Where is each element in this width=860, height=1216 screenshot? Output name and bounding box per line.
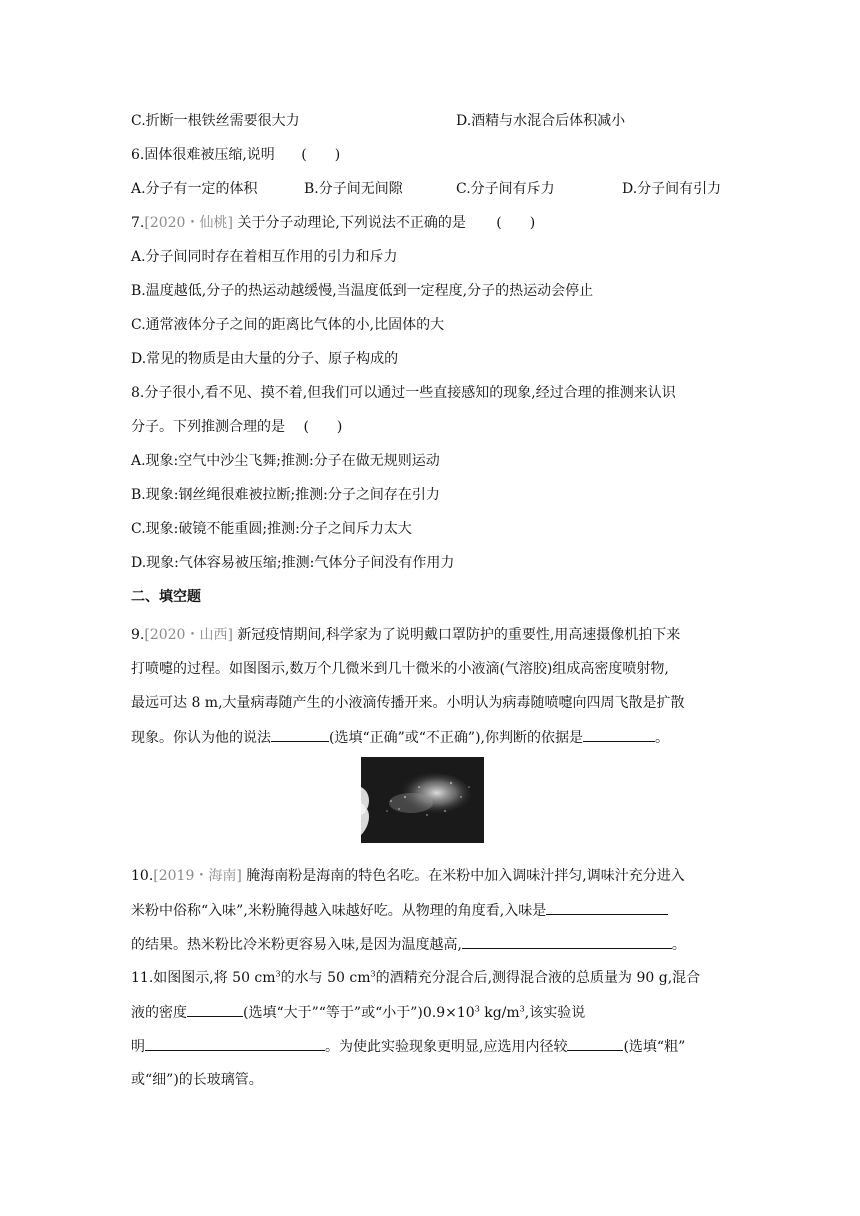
q10-blank-2[interactable]: [462, 934, 672, 949]
q11-line4: 或“细”)的长玻璃管。: [131, 1072, 263, 1088]
q5-option-d: D.酒精与水混合后体积减小: [456, 113, 626, 129]
q7-answer-paren: ( ): [496, 215, 536, 231]
q5-option-c: C.折断一根铁丝需要很大力: [131, 113, 300, 129]
q6-stem-text: 6.固体很难被压缩,说明: [131, 147, 275, 163]
q6-option-a: A.分子有一定的体积: [131, 181, 258, 197]
q7-source: [2020・仙桃]: [144, 215, 233, 231]
q8-answer-paren: ( ): [303, 419, 343, 435]
q9-line1: [131, 625, 680, 645]
q8-option-d: D.现象:气体容易被压缩;推测:气体分子间没有作用力: [131, 555, 455, 571]
q10-text-3a: 的结果。热米粉比冷米粉更容易入味,是因为温度越高,: [131, 937, 462, 953]
q10-number: 10.: [131, 868, 154, 884]
q9-text-4c: 。: [655, 730, 670, 746]
q11-exponent-4: 3: [519, 1004, 525, 1014]
q9-text-1: 新冠疫情期间,科学家为了说明戴口罩防护的重要性,用高速摄像机拍下来: [237, 627, 681, 643]
q10-line3: [131, 934, 686, 955]
q8-stem-text: 分子。下列推测合理的是: [131, 419, 285, 435]
q11-line1: [131, 968, 700, 988]
q10-line2: [131, 900, 668, 921]
q11-text-2c: kg/m: [479, 1005, 520, 1021]
q9-line2: 打喷嚏的过程。如图图示,数万个几微米到几十微米的小液滴(气溶胶)组成高密度喷射物,: [131, 661, 669, 677]
q11-text-2d: ,该实验说: [524, 1005, 586, 1021]
q11-blank-2[interactable]: [145, 1036, 325, 1051]
q11-text-2a: 液的密度: [131, 1005, 187, 1021]
q8-stem-line2: [131, 417, 342, 437]
q11-text-2b: (选填“大于”“等于”或“小于”)0.9×10: [243, 1005, 475, 1021]
q10-text-1: 腌海南粉是海南的特色名吃。在米粉中加入调味汁拌匀,调味汁充分进入: [246, 868, 685, 884]
q9-line4: [131, 727, 669, 748]
section-heading-fill-in: 二、填空题: [131, 589, 201, 605]
q6-stem: [131, 145, 340, 165]
q7-number: 7.: [131, 215, 145, 231]
q6-option-c: C.分子间有斥力: [456, 181, 555, 197]
q10-source: [2019・海南]: [153, 868, 242, 884]
q9-blank-1[interactable]: [271, 727, 329, 742]
q7-option-c: C.通常液体分子之间的距离比气体的小,比固体的大: [131, 317, 445, 333]
q10-blank-1[interactable]: [546, 900, 668, 915]
sneeze-droplets-photo: [361, 757, 484, 843]
q11-text-3c: (选填“粗”: [623, 1039, 686, 1055]
q11-text-3b: 。为使此实验现象更明显,应选用内径较: [325, 1039, 568, 1055]
q10-text-2: 米粉中俗称“入味”,米粉腌得越入味越好吃。从物理的角度看,入味是: [131, 903, 547, 919]
q11-text-1a: 11.如图图示,将 50 cm: [131, 970, 276, 986]
q6-option-b: B.分子间无间隙: [304, 181, 403, 197]
q8-option-a: A.现象:空气中沙尘飞舞;推测:分子在做无规则运动: [131, 453, 440, 469]
q11-text-3a: 明: [131, 1039, 145, 1055]
q11-line3: [131, 1036, 685, 1057]
q9-blank-2[interactable]: [583, 727, 655, 742]
q7-option-d: D.常见的物质是由大量的分子、原子构成的: [131, 351, 399, 367]
q11-exponent-2: 3: [370, 969, 376, 979]
q11-text-1b: 的水与 50 cm: [280, 970, 371, 986]
q9-source: [2020・山西]: [144, 627, 233, 643]
q7-option-a: A.分子间同时存在着相互作用的引力和斥力: [131, 249, 398, 265]
q9-text-4a: 现象。你认为他的说法: [131, 730, 271, 746]
q11-blank-1[interactable]: [187, 1002, 243, 1017]
q8-stem-line1: 8.分子很小,看不见、摸不着,但我们可以通过一些直接感知的现象,经过合理的推测来认识: [131, 385, 676, 401]
q7-stem-text: 关于分子动理论,下列说法不正确的是: [237, 215, 466, 231]
q8-option-b: B.现象:钢丝绳很难被拉断;推测:分子之间存在引力: [131, 487, 440, 503]
q11-exponent-1: 3: [275, 969, 281, 979]
q11-blank-3[interactable]: [567, 1036, 623, 1051]
q11-line2: [131, 1002, 585, 1023]
q10-text-3b: 。: [671, 937, 686, 953]
q7-option-b: B.温度越低,分子的热运动越缓慢,当温度低到一定程度,分子的热运动会停止: [131, 283, 594, 299]
q6-answer-paren: ( ): [301, 147, 341, 163]
q9-text-4b: (选填“正确”或“不正确”),你判断的依据是: [329, 730, 584, 746]
q8-option-c: C.现象:破镜不能重圆;推测:分子之间斥力太大: [131, 521, 412, 537]
q10-line1: [131, 866, 685, 886]
q9-line3: 最远可达 8 m,大量病毒随产生的小液滴传播开来。小明认为病毒随喷嚏向四周飞散是扩散: [131, 695, 685, 711]
q11-text-1c: 的酒精充分混合后,测得混合液的总质量为 90 g,混合: [375, 970, 701, 986]
q7-stem: [131, 213, 535, 233]
q6-option-d: D.分子间有引力: [622, 181, 722, 197]
q9-number: 9.: [131, 627, 145, 643]
q11-exponent-3: 3: [474, 1004, 480, 1014]
